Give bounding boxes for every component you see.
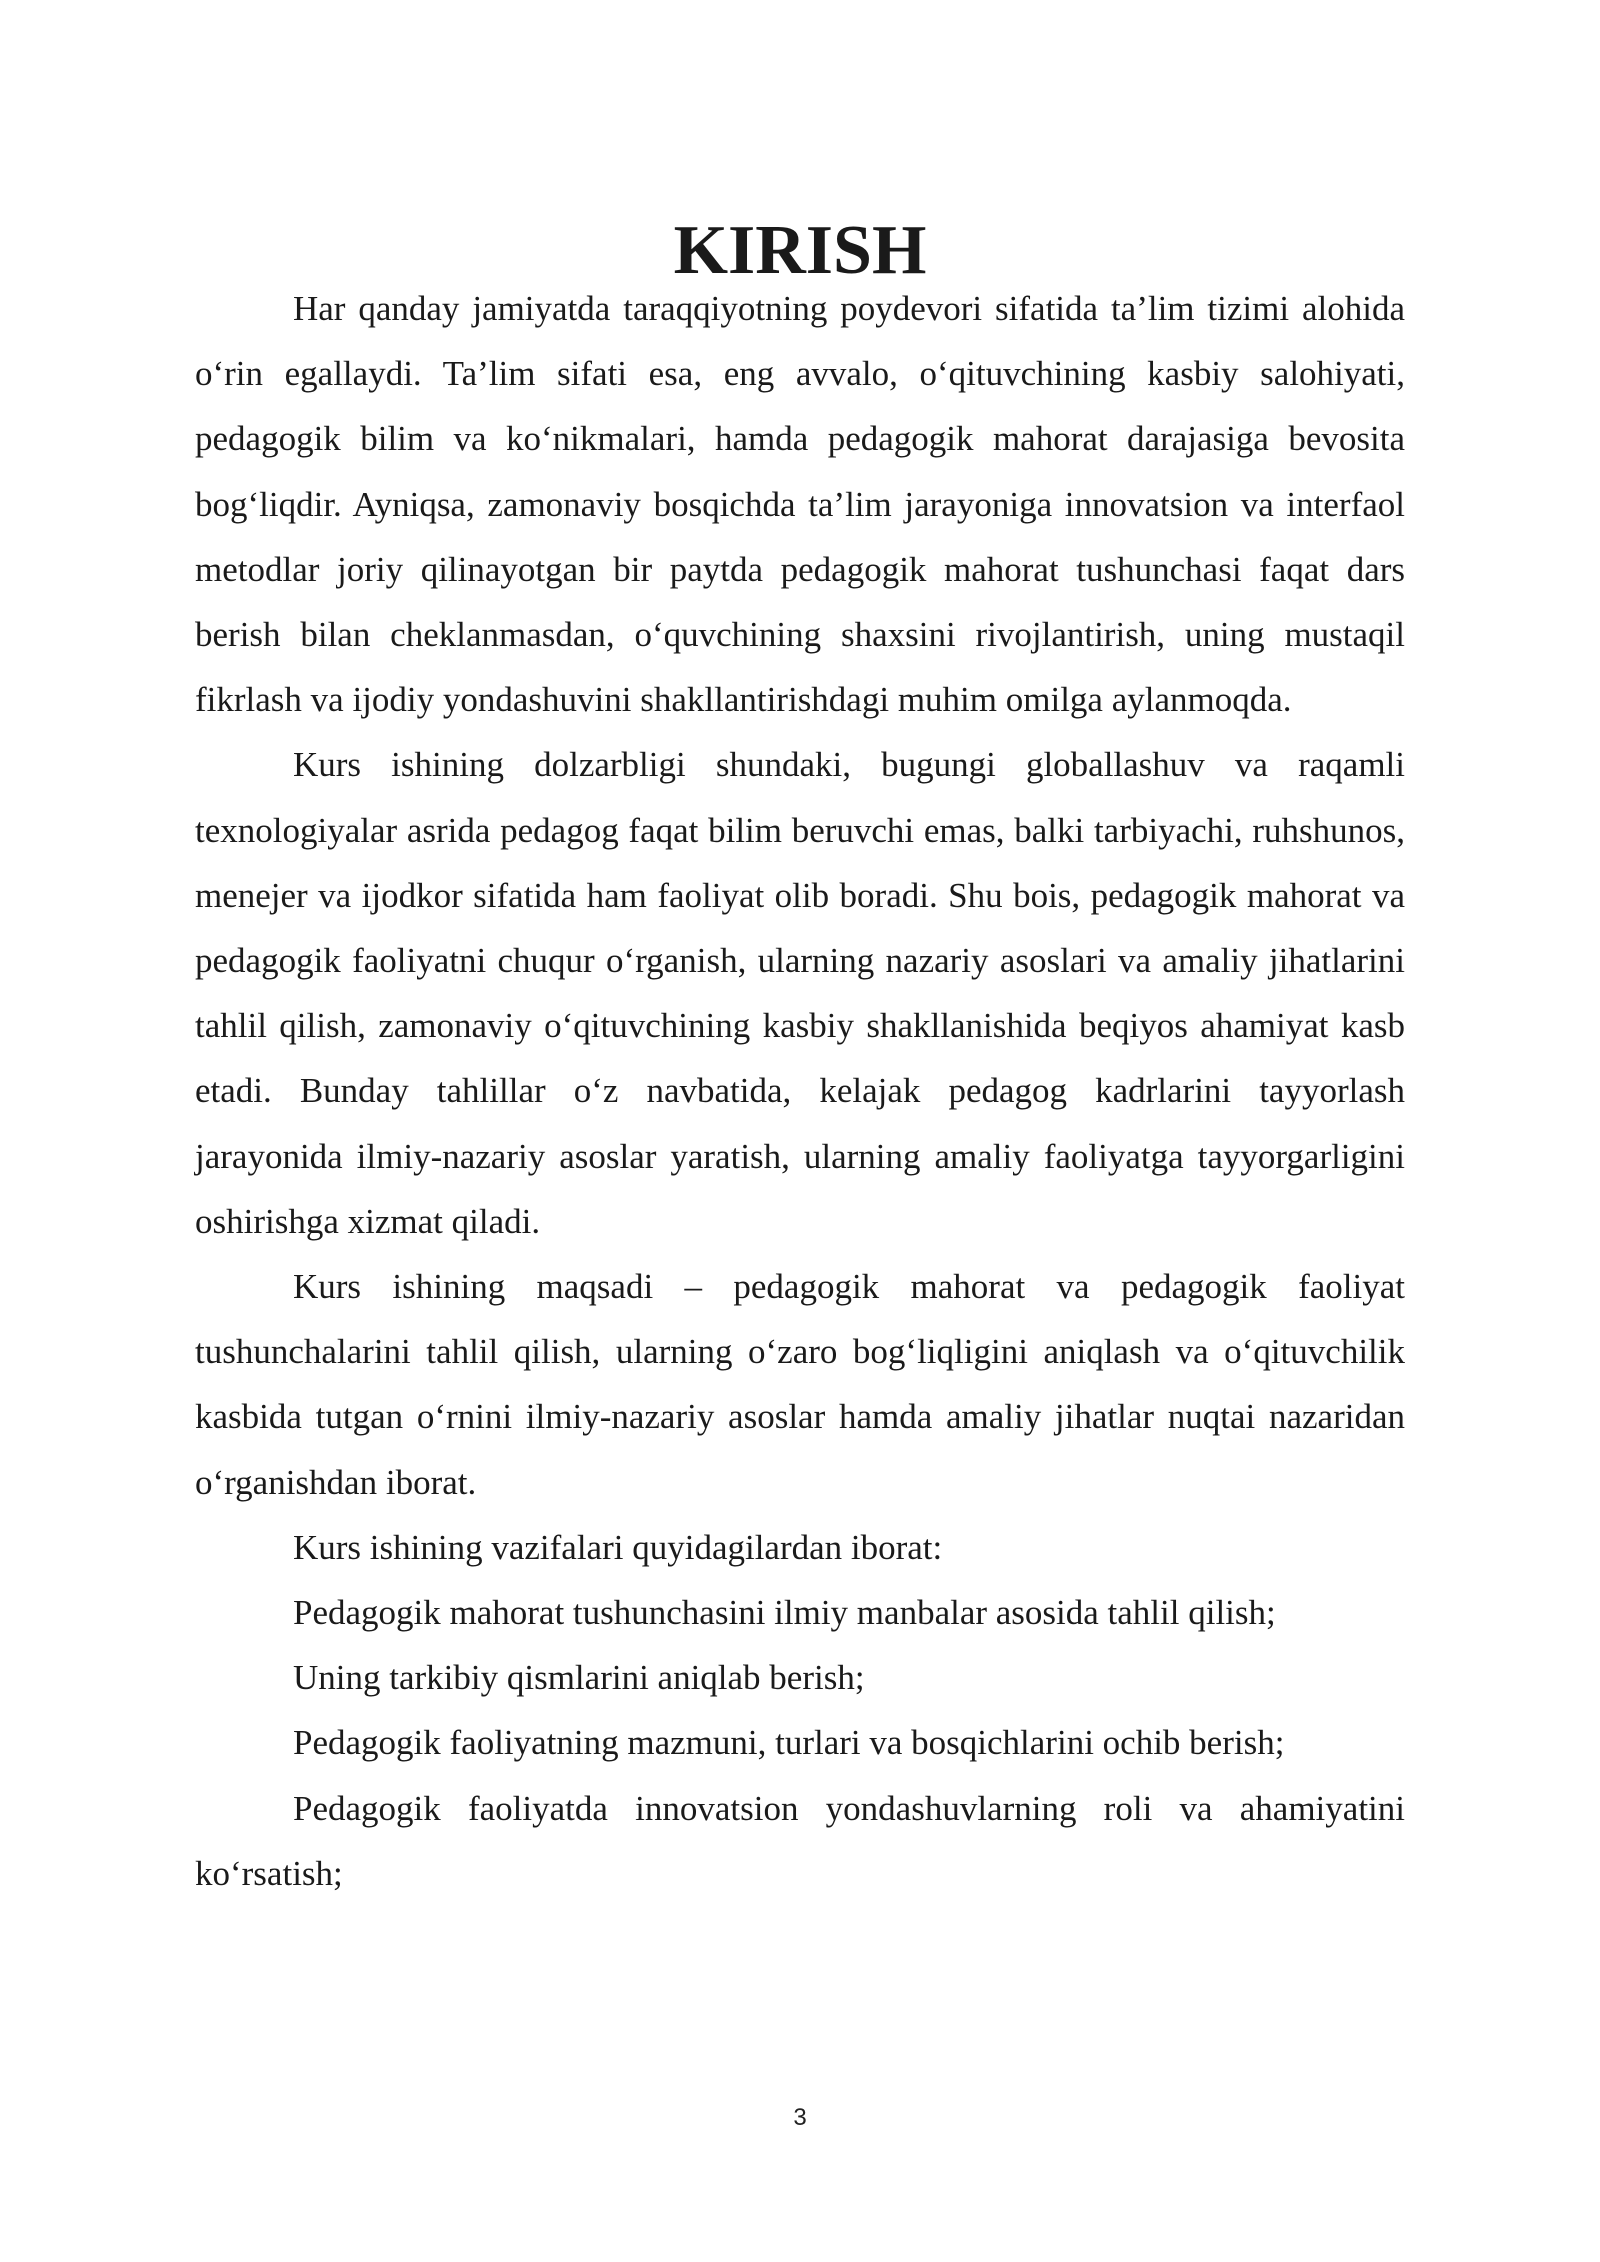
paragraph-goal: Kurs ishining maqsadi – pedagogik mahorat va pedagogik faoliyat tushunchalarini tahlil qilish, ularning o‘zaro bog‘liqligini aniqlash va o‘qituvchilik kasbida tutgan o‘rnini ilmiy-nazariy asoslar hamda amaliy jihatlar nuqtai nazaridan o‘rganishdan iborat. <box>195 1267 1405 1502</box>
paragraph-introduction: Har qanday jamiyatda taraqqiyotning poydevori sifatida ta’lim tizimi alohida o‘rin egallaydi. Ta’lim sifati esa, eng avvalo, o‘qituvchining kasbiy salohiyati, pedagogik bilim va ko‘nikmalari, hamda pedagogik mahorat darajasiga bevosita bog‘liqdir. Ayniqsa, zamonaviy bosqichda ta’lim jarayoniga innovatsion va interfaol metodlar joriy qilinayotgan bir paytda pedagogik mahorat tushunchasi faqat dars berish bilan cheklanmasdan, o‘quvchining shaxsini rivojlantirish, uning mustaqil fikrlash va ijodiy yondashuvini shakllantirishdagi muhim omilga aylanmoqda. <box>195 289 1405 720</box>
page-content <box>195 212 1405 1906</box>
task-item: Pedagogik mahorat tushunchasini ilmiy manbalar asosida tahlil qilish; <box>293 1593 1276 1633</box>
task-item: Pedagogik faoliyatda innovatsion yondashuvlarning roli va ahamiyatini ko‘rsatish; <box>195 1788 1405 1893</box>
paragraph-tasks-intro: Kurs ishining vazifalari quyidagilardan iborat: <box>293 1527 943 1567</box>
page-title: KIRISH <box>673 212 927 289</box>
task-item: Uning tarkibiy qismlarini aniqlab berish; <box>293 1658 865 1698</box>
task-item: Pedagogik faoliyatning mazmuni, turlari va bosqichlarini ochib berish; <box>293 1723 1285 1763</box>
page-number: 3 <box>793 2104 807 2131</box>
paragraph-relevance: Kurs ishining dolzarbligi shundaki, bugungi globallashuv va raqamli texnologiyalar asrida pedagog faqat bilim beruvchi emas, balki tarbiyachi, ruhshunos, menejer va ijodkor sifatida ham faoliyat olib boradi. Shu bois, pedagogik mahorat va pedagogik faoliyatni chuqur o‘rganish, ularning nazariy asoslari va amaliy jihatlarini tahlil qilish, zamonaviy o‘qituvchining kasbiy shakllanishida beqiyos ahamiyat kasb etadi. Bunday tahlillar o‘z navbatida, kelajak pedagog kadrlarini tayyorlash jarayonida ilmiy-nazariy asoslar yaratish, ularning amaliy faoliyatga tayyorgarligini oshirishga xizmat qiladi. <box>195 745 1405 1241</box>
